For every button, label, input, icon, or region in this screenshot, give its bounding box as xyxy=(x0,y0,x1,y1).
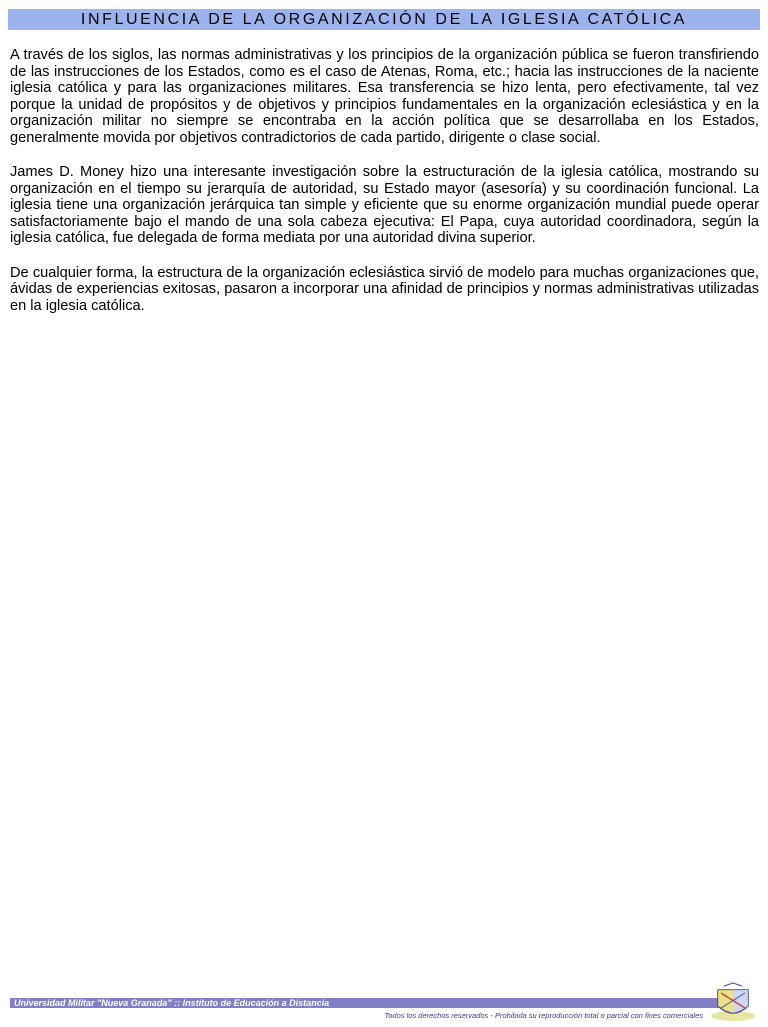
document-body xyxy=(10,47,759,332)
footer-rights-note: Todos los derechos reservados - Prohibida su reproducción total o parcial con fines comerciales xyxy=(384,1011,703,1020)
university-shield-logo-icon xyxy=(708,982,758,1022)
paragraph-2: James D. Money hizo una interesante investigación sobre la estructuración de la iglesia católica, mostrando su organización en el tiempo su jerarquía de autoridad, su Estado mayor (asesoría) y su coordinación funcional. La iglesia tiene una organización jerárquica tan simple y eficiente que su enorme organización mundial puede operar satisfactoriamente bajo el mando de una sola cabeza ejecutiva: El Papa, cuya autoridad coordinadora, según la iglesia católica, fue delegada de forma mediata por una autoridad divina superior. xyxy=(10,164,759,246)
page-title: INFLUENCIA DE LA ORGANIZACIÓN DE LA IGLESIA CATÓLICA xyxy=(8,9,760,30)
footer-institution-bar: Universidad Militar "Nueva Granada" :: Instituto de Educación a Distancia xyxy=(10,998,722,1008)
paragraph-3: De cualquier forma, la estructura de la organización eclesiástica sirvió de modelo para muchas organizaciones que, ávidas de experiencias exitosas, pasaron a incorporar una afinidad de principios y normas administrativas utilizadas en la iglesia católica. xyxy=(10,264,759,314)
paragraph-1: A través de los siglos, las normas administrativas y los principios de la organización pública se fueron transfiriendo de las instrucciones de los Estados, como es el caso de Atenas, Roma, etc.; hacia las instrucciones de la naciente iglesia católica y para las organizaciones militares. Esa transferencia se hizo lenta, pero efectivamente, tal vez porque la unidad de propósitos y de objetivos y principios fundamentales en la organización eclesiástica y en la organización militar no siempre se encontraba en la acción política que se desarrollaba en los Estados, generalmente movida por objetivos contradictorios de cada partido, dirigente o clase social. xyxy=(10,47,759,146)
